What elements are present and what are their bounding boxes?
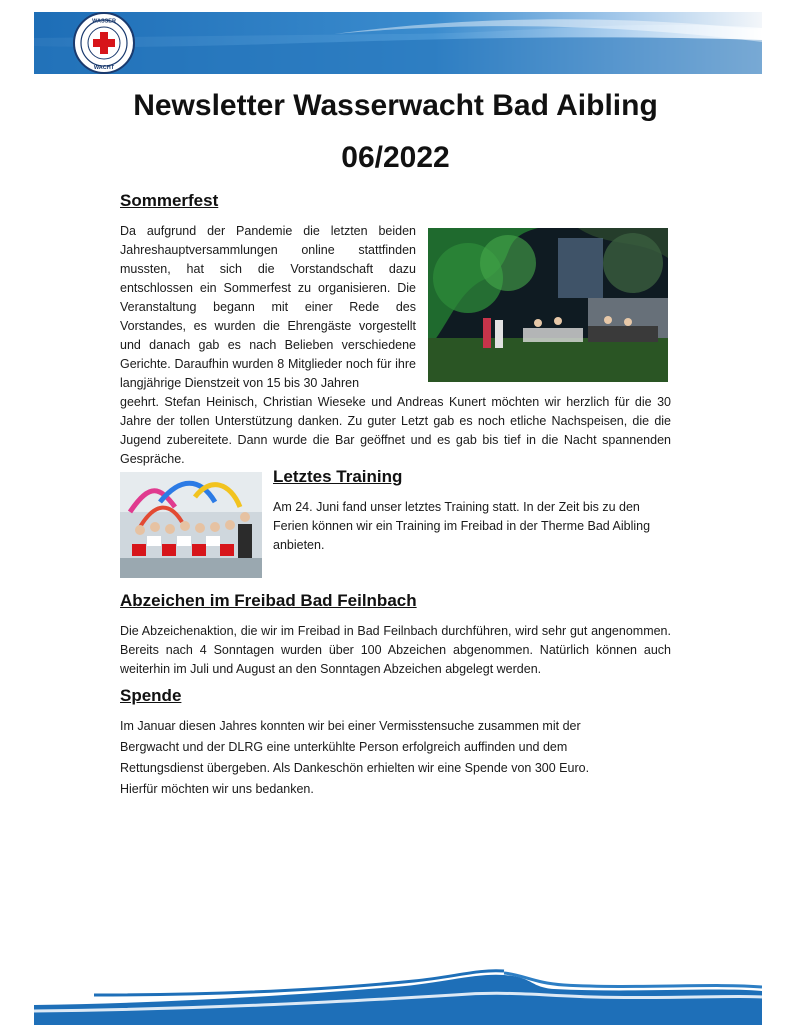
sommerfest-paragraph-wrapped: Da aufgrund der Pandemie die letzten beiden Jahreshauptversammlungen online stattfinden mussten, hat sich die Vorstandschaft dazu entschlossen ein Sommerfest zu organisieren. Die Veranstaltung begann mit einer Rede des Vorstandes, es wurden die Ehrengäste vorgestellt und danach gab es nach Belieben verschiedene Gerichte. Daraufhin wurden 8 Mitglieder noch für ihre langjährige Dienstzeit von 15 bis 30 Jahren (120, 224, 416, 390)
sommerfest-photo (428, 228, 668, 382)
abzeichen-paragraph: Die Abzeichenaktion, die wir im Freibad in Bad Feilnbach durchführen, wird sehr gut angenommen. Bereits nach 4 Sonntagen wurden über 100 Abzeichen abgenommen. Natürlich können auch weiterhin im Juli und August an den Sonntagen Abzeichen abgelegt werden. (120, 624, 671, 676)
page-date: 06/2022 (341, 141, 450, 174)
header-band (34, 12, 762, 74)
heading-spende: Spende (120, 686, 182, 705)
training-paragraph: Am 24. Juni fand unser letztes Training statt. In der Zeit bis zu den Ferien können wir ein Training im Freibad in der Therme Bad Aibling anbieten. (273, 500, 651, 552)
svg-text:WACHT: WACHT (93, 65, 115, 71)
spende-paragraph: Im Januar diesen Jahres konnten wir bei einer Vermisstensuche zusammen mit der Bergwacht und der DLRG eine unterkühlte Person erfolgreich auffinden und dem Rettungsdienst übergeben. Als Dankeschön erhielten wir eine Spende von 300 Euro. Hierfür möchten wir uns bedanken. (120, 719, 590, 796)
svg-text:WASSER: WASSER (92, 18, 116, 25)
wasserwacht-cross-logo-icon (73, 12, 135, 74)
wave-footer-graphic-icon (34, 965, 762, 1025)
sommerfest-paragraph-full: geehrt. Stefan Heinisch, Christian Wieseke und Andreas Kunert möchten wir herzlich für die 30 Jahre der tollen Unterstützung danken. Zu guter Letzt gab es noch etliche Nachspeisen, die die Jugend zubereitete. Dann wurde die Bar geöffnet und es gab bis tief in die Nacht spannenden Gespräche. (120, 395, 671, 466)
heading-training: Letztes Training (273, 467, 403, 486)
heading-abzeichen: Abzeichen im Freibad Bad Feilnbach (120, 591, 417, 610)
page-title: Newsletter Wasserwacht Bad Aibling (133, 89, 658, 122)
training-photo (120, 472, 262, 578)
heading-sommerfest: Sommerfest (120, 191, 219, 210)
